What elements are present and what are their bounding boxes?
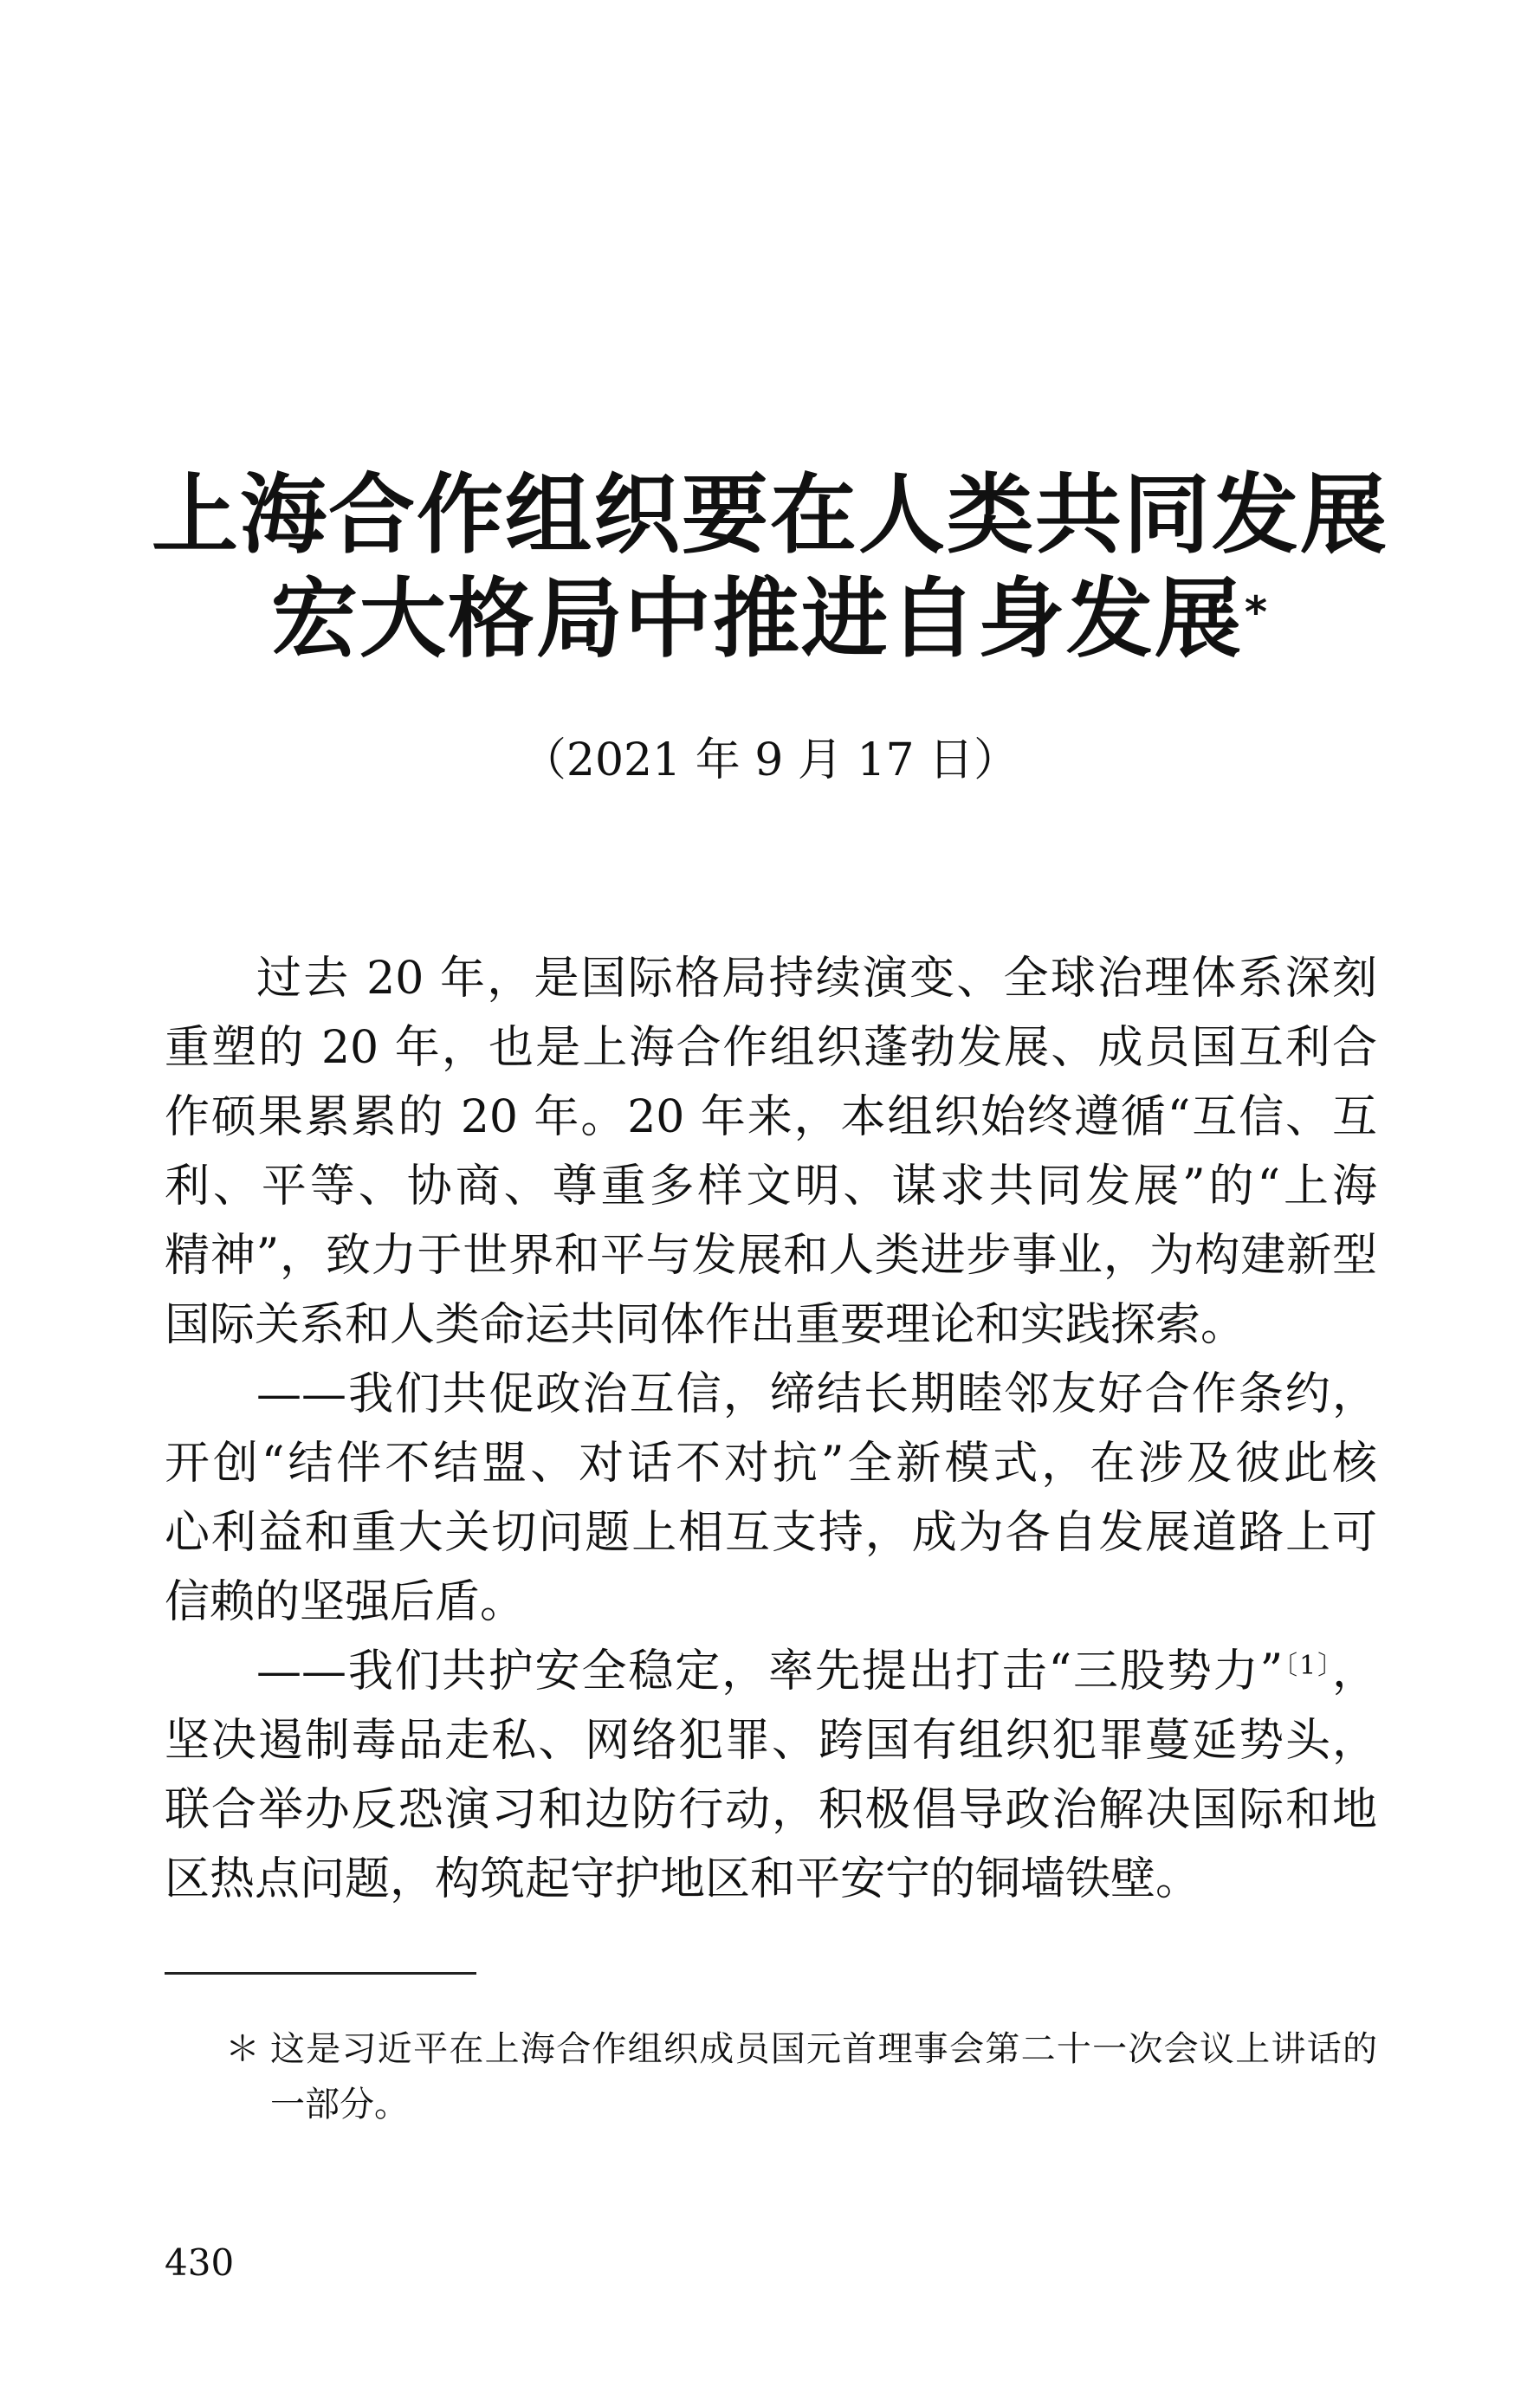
endnote-reference-1: 〔1〕 (1283, 1651, 1332, 1681)
paragraph-3-line-3: 联合举办反恐演习和边防行动，积极倡导政治解决国际和地 (165, 1784, 1377, 1836)
page-title-line-2 (0, 567, 1540, 671)
page-number: 430 (165, 2241, 235, 2284)
title-text-2: 宏大格局中推进自身发展 (270, 568, 1243, 669)
paragraph-3-line-2: 坚决遏制毒品走私、网络犯罪、跨国有组织犯罪蔓延势头， (165, 1715, 1377, 1767)
title-text-1: 上海合作组织要在人类共同发展 (152, 464, 1388, 566)
paragraph-3-line-4: 区热点问题，构筑起守护地区和平安宁的铜墙铁壁。 (165, 1853, 1201, 1905)
footnote-line-2: 一部分。 (270, 2085, 409, 2124)
page-title-line-1 (0, 463, 1540, 567)
speech-date: （2021 年 9 月 17 日） (521, 734, 1019, 786)
paragraph-2-line-3: 心利益和重大关切问题上相互支持，成为各自发展道路上可 (165, 1507, 1377, 1559)
paragraph-3-line-1-text: ——我们共护安全稳定，率先提出打击“三股势力” (256, 1646, 1284, 1697)
paragraph-1-line-6: 国际关系和人类命运共同体作出重要理论和实践探索。 (165, 1299, 1246, 1351)
footnote-line-1: 这是习近平在上海合作组织成员国元首理事会第二十一次会议上讲话的 (270, 2029, 1377, 2069)
paragraph-2-line-1: ——我们共促政治互信，缔结长期睦邻友好合作条约， (256, 1368, 1377, 1420)
paragraph-3-line-1 (256, 1637, 1377, 1706)
paragraph-1-line-5: 精神”，致力于世界和平与发展和人类进步事业，为构建新型 (165, 1230, 1377, 1282)
paragraph-2-line-2: 开创“结伴不结盟、对话不对抗”全新模式，在涉及彼此核 (165, 1438, 1377, 1490)
paragraph-3-line-1-comma: ， (1332, 1646, 1378, 1697)
title-footnote-marker: * (1244, 587, 1270, 637)
paragraph-1-line-2: 重塑的 20 年，也是上海合作组织蓬勃发展、成员国互利合 (165, 1022, 1377, 1074)
footnote-marker: ＊ (225, 2029, 260, 2069)
paragraph-1-line-1: 过去 20 年，是国际格局持续演变、全球治理体系深刻 (256, 953, 1377, 1005)
paragraph-1-line-4: 利、平等、协商、尊重多样文明、谋求共同发展”的“上海 (165, 1161, 1377, 1212)
footnote-divider (165, 1972, 476, 1975)
paragraph-1-line-3: 作硕果累累的 20 年。20 年来，本组织始终遵循“互信、互 (165, 1091, 1377, 1143)
paragraph-2-line-4: 信赖的坚强后盾。 (165, 1576, 526, 1628)
